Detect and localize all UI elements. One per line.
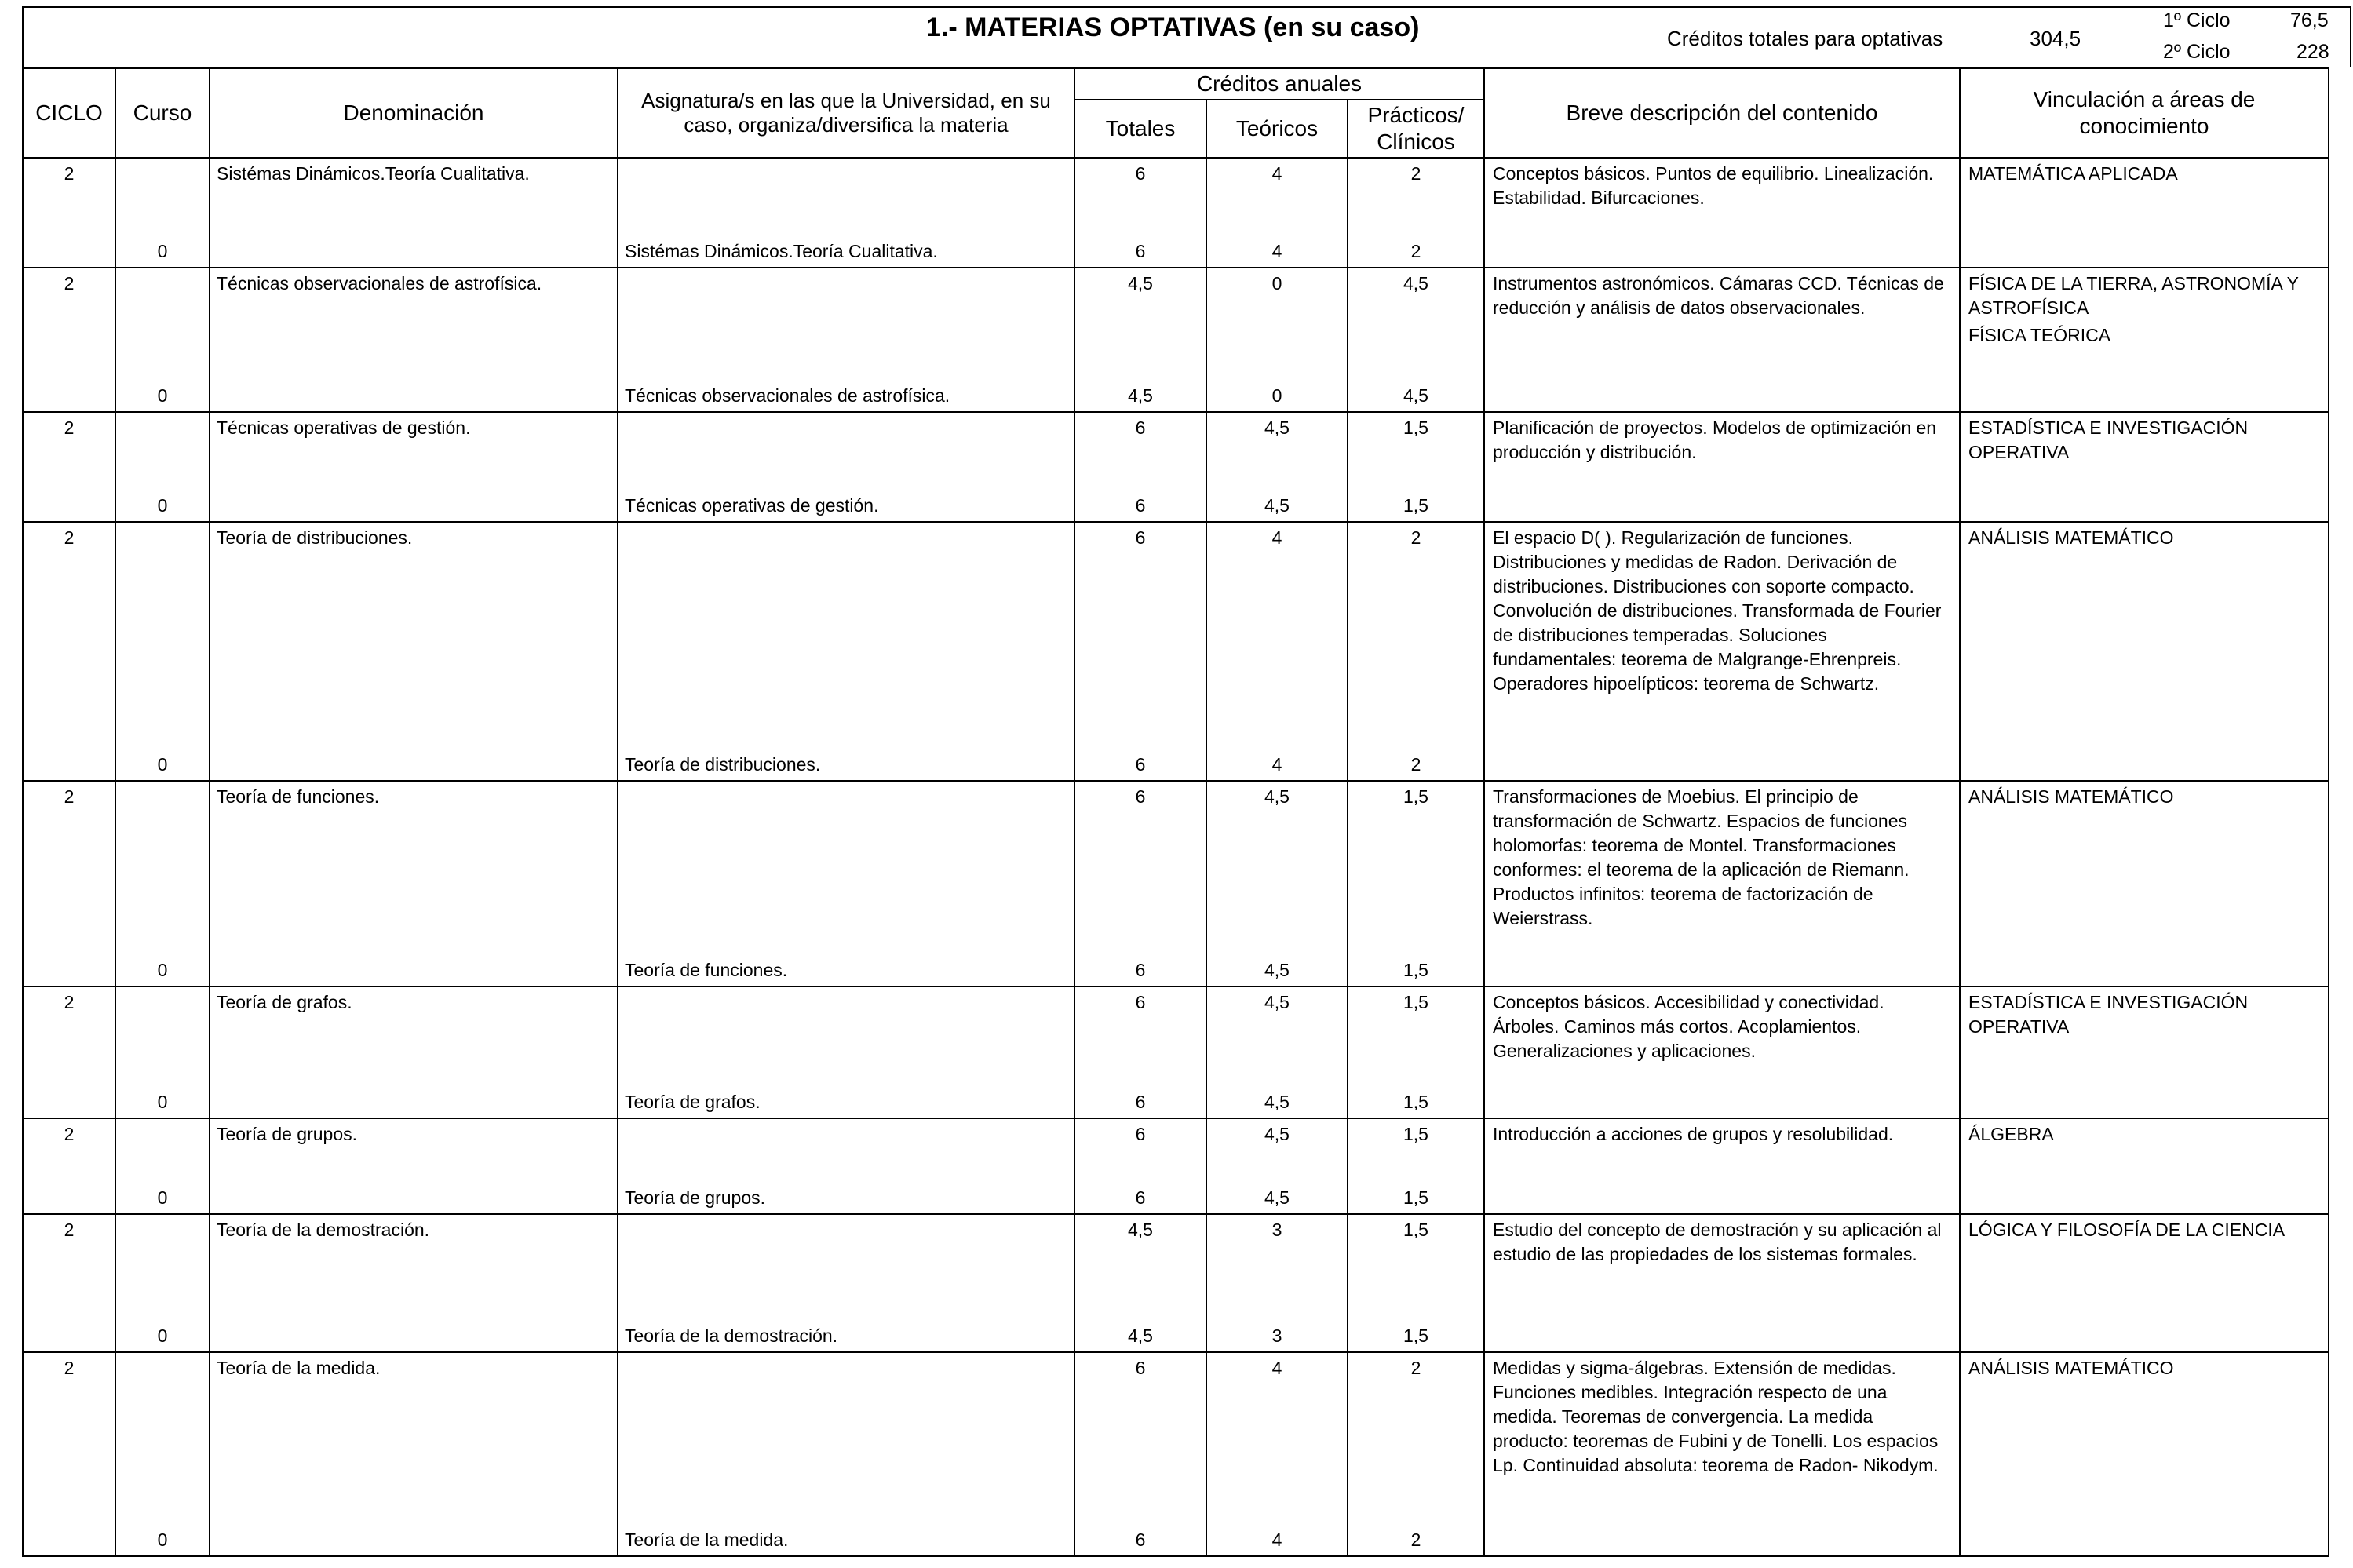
area-text: ANÁLISIS MATEMÁTICO [1968, 527, 2174, 548]
practicos-value: 1,5 [1403, 1124, 1428, 1144]
table-row [23, 1118, 2329, 1214]
totales-cell [1074, 1214, 1206, 1352]
totales-cell [1074, 781, 1206, 986]
teoricos-cell [1206, 1118, 1348, 1214]
asignatura-cell [618, 158, 1074, 268]
vinculacion-cell [1960, 986, 2329, 1118]
page-title: 1.- MATERIAS OPTATIVAS (en su caso) [926, 13, 1420, 42]
practicos-value: 2 [1410, 527, 1421, 548]
denominacion-text: Teoría de distribuciones. [217, 527, 413, 548]
col-practicos: Prácticos/ Clínicos [1348, 100, 1484, 158]
area-text: FÍSICA DE LA TIERRA, ASTRONOMÍA Y ASTROFÍSICA [1968, 273, 2299, 318]
practicos-value-2: 2 [1410, 754, 1421, 775]
ciclo-cell [23, 781, 115, 986]
area-text: ÁLGEBRA [1968, 1124, 2054, 1144]
curso-value: 0 [157, 241, 168, 261]
descripcion-cell [1484, 412, 1960, 522]
header-box [22, 6, 2351, 67]
vinculacion-cell [1960, 412, 2329, 522]
ciclo-cell [23, 986, 115, 1118]
asignatura-cell [618, 781, 1074, 986]
asignatura-text: Teoría de distribuciones. [625, 754, 821, 775]
totales-value-2: 6 [1135, 960, 1146, 980]
table-row [23, 158, 2329, 268]
totales-value-2: 6 [1135, 1530, 1146, 1550]
ciclo-value: 2 [64, 527, 75, 548]
practicos-cell [1348, 412, 1484, 522]
totales-value-2: 6 [1135, 1187, 1146, 1208]
teoricos-cell [1206, 1352, 1348, 1556]
table-row [23, 522, 2329, 781]
teoricos-value-2: 4,5 [1264, 1092, 1290, 1112]
ciclo1-value: 76,5 [2290, 9, 2329, 31]
totales-value-2: 6 [1135, 754, 1146, 775]
ciclo-cell [23, 412, 115, 522]
denominacion-text: Teoría de la medida. [217, 1358, 381, 1378]
col-descripcion: Breve descripción del contenido [1484, 68, 1960, 158]
curso-cell [115, 986, 210, 1118]
totales-value: 6 [1135, 786, 1146, 807]
col-totales: Totales [1074, 100, 1206, 158]
totales-cell [1074, 522, 1206, 781]
area-text: ESTADÍSTICA E INVESTIGACIÓN OPERATIVA [1968, 418, 2249, 462]
area-text: FÍSICA TEÓRICA [1968, 325, 2111, 345]
denominacion-cell [210, 522, 618, 781]
ciclo-value: 2 [64, 992, 75, 1012]
curso-value: 0 [157, 754, 168, 775]
practicos-value-2: 1,5 [1403, 1092, 1428, 1112]
asignatura-cell [618, 986, 1074, 1118]
ciclo1-label: 1º Ciclo [2163, 9, 2231, 31]
ciclo-value: 2 [64, 1220, 75, 1240]
ciclo-value: 2 [64, 786, 75, 807]
area-text: ESTADÍSTICA E INVESTIGACIÓN OPERATIVA [1968, 992, 2249, 1037]
teoricos-value: 3 [1271, 1220, 1282, 1240]
curso-value: 0 [157, 385, 168, 406]
denominacion-cell [210, 1352, 618, 1556]
denominacion-cell [210, 1118, 618, 1214]
practicos-cell [1348, 268, 1484, 412]
practicos-value: 1,5 [1403, 992, 1428, 1012]
denominacion-text: Teoría de funciones. [217, 786, 380, 807]
table-row [23, 412, 2329, 522]
ciclo-value: 2 [64, 1124, 75, 1144]
curso-value: 0 [157, 960, 168, 980]
teoricos-value-2: 4,5 [1264, 495, 1290, 516]
denominacion-text: Técnicas operativas de gestión. [217, 418, 471, 438]
teoricos-cell [1206, 522, 1348, 781]
totales-value: 6 [1135, 1124, 1146, 1144]
curso-cell [115, 1118, 210, 1214]
teoricos-value: 4 [1271, 527, 1282, 548]
col-denominacion: Denominación [210, 68, 618, 158]
practicos-cell [1348, 158, 1484, 268]
totales-value: 4,5 [1128, 1220, 1153, 1240]
denominacion-cell [210, 781, 618, 986]
vinculacion-cell [1960, 781, 2329, 986]
totales-value: 6 [1135, 163, 1146, 184]
descripcion-text: Introducción a acciones de grupos y resolubilidad. [1493, 1124, 1894, 1144]
totales-value: 6 [1135, 418, 1146, 438]
asignatura-cell [618, 1118, 1074, 1214]
teoricos-cell [1206, 986, 1348, 1118]
ciclo-value: 2 [64, 163, 75, 184]
practicos-value: 2 [1410, 163, 1421, 184]
table-row [23, 1214, 2329, 1352]
ciclo-value: 2 [64, 418, 75, 438]
asignatura-text: Técnicas observacionales de astrofísica. [625, 385, 950, 406]
descripcion-text: Instrumentos astronómicos. Cámaras CCD. Técnicas de reducción y análisis de datos observacionales. [1493, 273, 1944, 318]
descripcion-cell [1484, 268, 1960, 412]
totales-value-2: 6 [1135, 241, 1146, 261]
teoricos-value: 4,5 [1264, 992, 1290, 1012]
descripcion-cell [1484, 986, 1960, 1118]
teoricos-value: 4 [1271, 1358, 1282, 1378]
practicos-value: 1,5 [1403, 418, 1428, 438]
materias-table [22, 67, 2329, 1557]
teoricos-value-2: 4 [1271, 754, 1282, 775]
asignatura-cell [618, 1352, 1074, 1556]
asignatura-text: Teoría de grafos. [625, 1092, 761, 1112]
totales-value-2: 4,5 [1128, 1326, 1153, 1346]
ciclo-cell [23, 1352, 115, 1556]
curso-value: 0 [157, 1326, 168, 1346]
curso-value: 0 [157, 495, 168, 516]
totales-cell [1074, 158, 1206, 268]
col-teoricos: Teóricos [1206, 100, 1348, 158]
descripcion-cell [1484, 1352, 1960, 1556]
practicos-value-2: 1,5 [1403, 495, 1428, 516]
denominacion-text: Técnicas observacionales de astrofísica. [217, 273, 542, 294]
practicos-value: 4,5 [1403, 273, 1428, 294]
ciclo-cell [23, 158, 115, 268]
teoricos-cell [1206, 781, 1348, 986]
teoricos-cell [1206, 412, 1348, 522]
vinculacion-cell [1960, 268, 2329, 412]
curso-value: 0 [157, 1187, 168, 1208]
table-row [23, 268, 2329, 412]
practicos-cell [1348, 522, 1484, 781]
denominacion-text: Teoría de grupos. [217, 1124, 358, 1144]
descripcion-text: El espacio D( ). Regularización de funciones. Distribuciones y medidas de Radon. Derivación de distribuciones. Distribuciones con soporte compacto. Convolución de distribuciones. Transformada de Fourier de distribuciones temperadas. Soluciones fundamentales: teorema de Malgrange-Ehrenpreis. Operadores hipoelípticos: teorema de Schwartz. [1493, 527, 1942, 694]
practicos-value: 1,5 [1403, 1220, 1428, 1240]
descripcion-text: Conceptos básicos. Puntos de equilibrio. Linealización. Estabilidad. Bifurcaciones. [1493, 163, 1934, 208]
practicos-value-2: 1,5 [1403, 1187, 1428, 1208]
denominacion-cell [210, 1214, 618, 1352]
asignatura-cell [618, 268, 1074, 412]
totales-cell [1074, 986, 1206, 1118]
practicos-value: 2 [1410, 1358, 1421, 1378]
vinculacion-cell [1960, 522, 2329, 781]
table-row [23, 986, 2329, 1118]
ciclo-value: 2 [64, 1358, 75, 1378]
practicos-cell [1348, 1214, 1484, 1352]
asignatura-cell [618, 412, 1074, 522]
col-curso: Curso [115, 68, 210, 158]
asignatura-cell [618, 1214, 1074, 1352]
vinculacion-cell [1960, 1214, 2329, 1352]
ciclo-cell [23, 1118, 115, 1214]
practicos-cell [1348, 1352, 1484, 1556]
teoricos-value-2: 0 [1271, 385, 1282, 406]
teoricos-value-2: 4,5 [1264, 960, 1290, 980]
teoricos-value: 4 [1271, 163, 1282, 184]
curso-cell [115, 1214, 210, 1352]
descripcion-cell [1484, 522, 1960, 781]
descripcion-text: Transformaciones de Moebius. El principio de transformación de Schwartz. Espacios de funciones holomorfas: teorema de Montel. Transformaciones conformes: el teorema de la aplicación de Riemann. Productos infinitos: teorema de factorización de Weierstrass. [1493, 786, 1910, 928]
denominacion-text: Sistémas Dinámicos.Teoría Cualitativa. [217, 163, 530, 184]
descripcion-text: Conceptos básicos. Accesibilidad y conectividad. Árboles. Caminos más cortos. Acoplamientos. Generalizaciones y aplicaciones. [1493, 992, 1884, 1061]
descripcion-cell [1484, 781, 1960, 986]
curso-cell [115, 522, 210, 781]
totales-cell [1074, 268, 1206, 412]
descripcion-text: Estudio del concepto de demostración y su aplicación al estudio de las propiedades de los sistemas formales. [1493, 1220, 1942, 1264]
denominacion-cell [210, 268, 618, 412]
asignatura-text: Técnicas operativas de gestión. [625, 495, 879, 516]
teoricos-value: 4,5 [1264, 1124, 1290, 1144]
totales-value-2: 6 [1135, 1092, 1146, 1112]
totales-value-2: 6 [1135, 495, 1146, 516]
totales-cell [1074, 1352, 1206, 1556]
asignatura-text: Teoría de funciones. [625, 960, 788, 980]
ciclo-cell [23, 268, 115, 412]
totales-value: 6 [1135, 1358, 1146, 1378]
ciclo-cell [23, 522, 115, 781]
curso-cell [115, 1352, 210, 1556]
col-creditos-anuales: Créditos anuales [1074, 68, 1484, 100]
descripcion-cell [1484, 1118, 1960, 1214]
vinculacion-cell [1960, 158, 2329, 268]
col-asignaturas: Asignatura/s en las que la Universidad, en su caso, organiza/diversifica la materia [618, 68, 1074, 158]
area-text: ANÁLISIS MATEMÁTICO [1968, 1358, 2174, 1378]
curso-cell [115, 268, 210, 412]
teoricos-value: 0 [1271, 273, 1282, 294]
col-vinculacion: Vinculación a áreas de conocimiento [1960, 68, 2329, 158]
area-text: MATEMÁTICA APLICADA [1968, 163, 2178, 184]
denominacion-cell [210, 986, 618, 1118]
totales-cell [1074, 1118, 1206, 1214]
curso-value: 0 [157, 1092, 168, 1112]
teoricos-cell [1206, 268, 1348, 412]
practicos-value-2: 1,5 [1403, 1326, 1428, 1346]
area-text: ANÁLISIS MATEMÁTICO [1968, 786, 2174, 807]
asignatura-text: Teoría de la demostración. [625, 1326, 838, 1346]
totales-cell [1074, 412, 1206, 522]
area-text: LÓGICA Y FILOSOFÍA DE LA CIENCIA [1968, 1220, 2286, 1240]
practicos-cell [1348, 986, 1484, 1118]
descripcion-text: Medidas y sigma-álgebras. Extensión de medidas. Funciones medibles. Integración respecto de una medida. Teoremas de convergencia. La medida producto: teoremas de Fubini y de Tonelli. Los espacios Lp. Continuidad absoluta: teorema de Radon- Nikodym. [1493, 1358, 1939, 1475]
practicos-value-2: 1,5 [1403, 960, 1428, 980]
curso-value: 0 [157, 1530, 168, 1550]
denominacion-text: Teoría de la demostración. [217, 1220, 430, 1240]
teoricos-value-2: 4 [1271, 1530, 1282, 1550]
totales-value-2: 4,5 [1128, 385, 1153, 406]
practicos-value-2: 2 [1410, 1530, 1421, 1550]
practicos-cell [1348, 781, 1484, 986]
descripcion-cell [1484, 1214, 1960, 1352]
asignatura-text: Teoría de la medida. [625, 1530, 789, 1550]
totales-value: 4,5 [1128, 273, 1153, 294]
curso-cell [115, 412, 210, 522]
table-row [23, 781, 2329, 986]
totales-value: 6 [1135, 527, 1146, 548]
descripcion-text: Planificación de proyectos. Modelos de optimización en producción y distribución. [1493, 418, 1937, 462]
credits-label: Créditos totales para optativas [1667, 27, 1943, 50]
asignatura-cell [618, 522, 1074, 781]
ciclo-value: 2 [64, 273, 75, 294]
ciclo2-value: 228 [2296, 41, 2329, 63]
denominacion-text: Teoría de grafos. [217, 992, 352, 1012]
ciclo-cell [23, 1214, 115, 1352]
teoricos-cell [1206, 1214, 1348, 1352]
teoricos-cell [1206, 158, 1348, 268]
teoricos-value-2: 4 [1271, 241, 1282, 261]
practicos-value-2: 2 [1410, 241, 1421, 261]
denominacion-cell [210, 158, 618, 268]
vinculacion-cell [1960, 1118, 2329, 1214]
teoricos-value-2: 4,5 [1264, 1187, 1290, 1208]
asignatura-text: Teoría de grupos. [625, 1187, 766, 1208]
teoricos-value: 4,5 [1264, 786, 1290, 807]
practicos-cell [1348, 1118, 1484, 1214]
descripcion-cell [1484, 158, 1960, 268]
col-ciclo: CICLO [23, 68, 115, 158]
practicos-value-2: 4,5 [1403, 385, 1428, 406]
ciclo2-label: 2º Ciclo [2163, 41, 2231, 63]
teoricos-value: 4,5 [1264, 418, 1290, 438]
asignatura-text: Sistémas Dinámicos.Teoría Cualitativa. [625, 241, 938, 261]
practicos-value: 1,5 [1403, 786, 1428, 807]
curso-cell [115, 158, 210, 268]
credits-total: 304,5 [2030, 27, 2081, 50]
table-row [23, 1352, 2329, 1556]
totales-value: 6 [1135, 992, 1146, 1012]
vinculacion-cell [1960, 1352, 2329, 1556]
curso-cell [115, 781, 210, 986]
teoricos-value-2: 3 [1271, 1326, 1282, 1346]
denominacion-cell [210, 412, 618, 522]
